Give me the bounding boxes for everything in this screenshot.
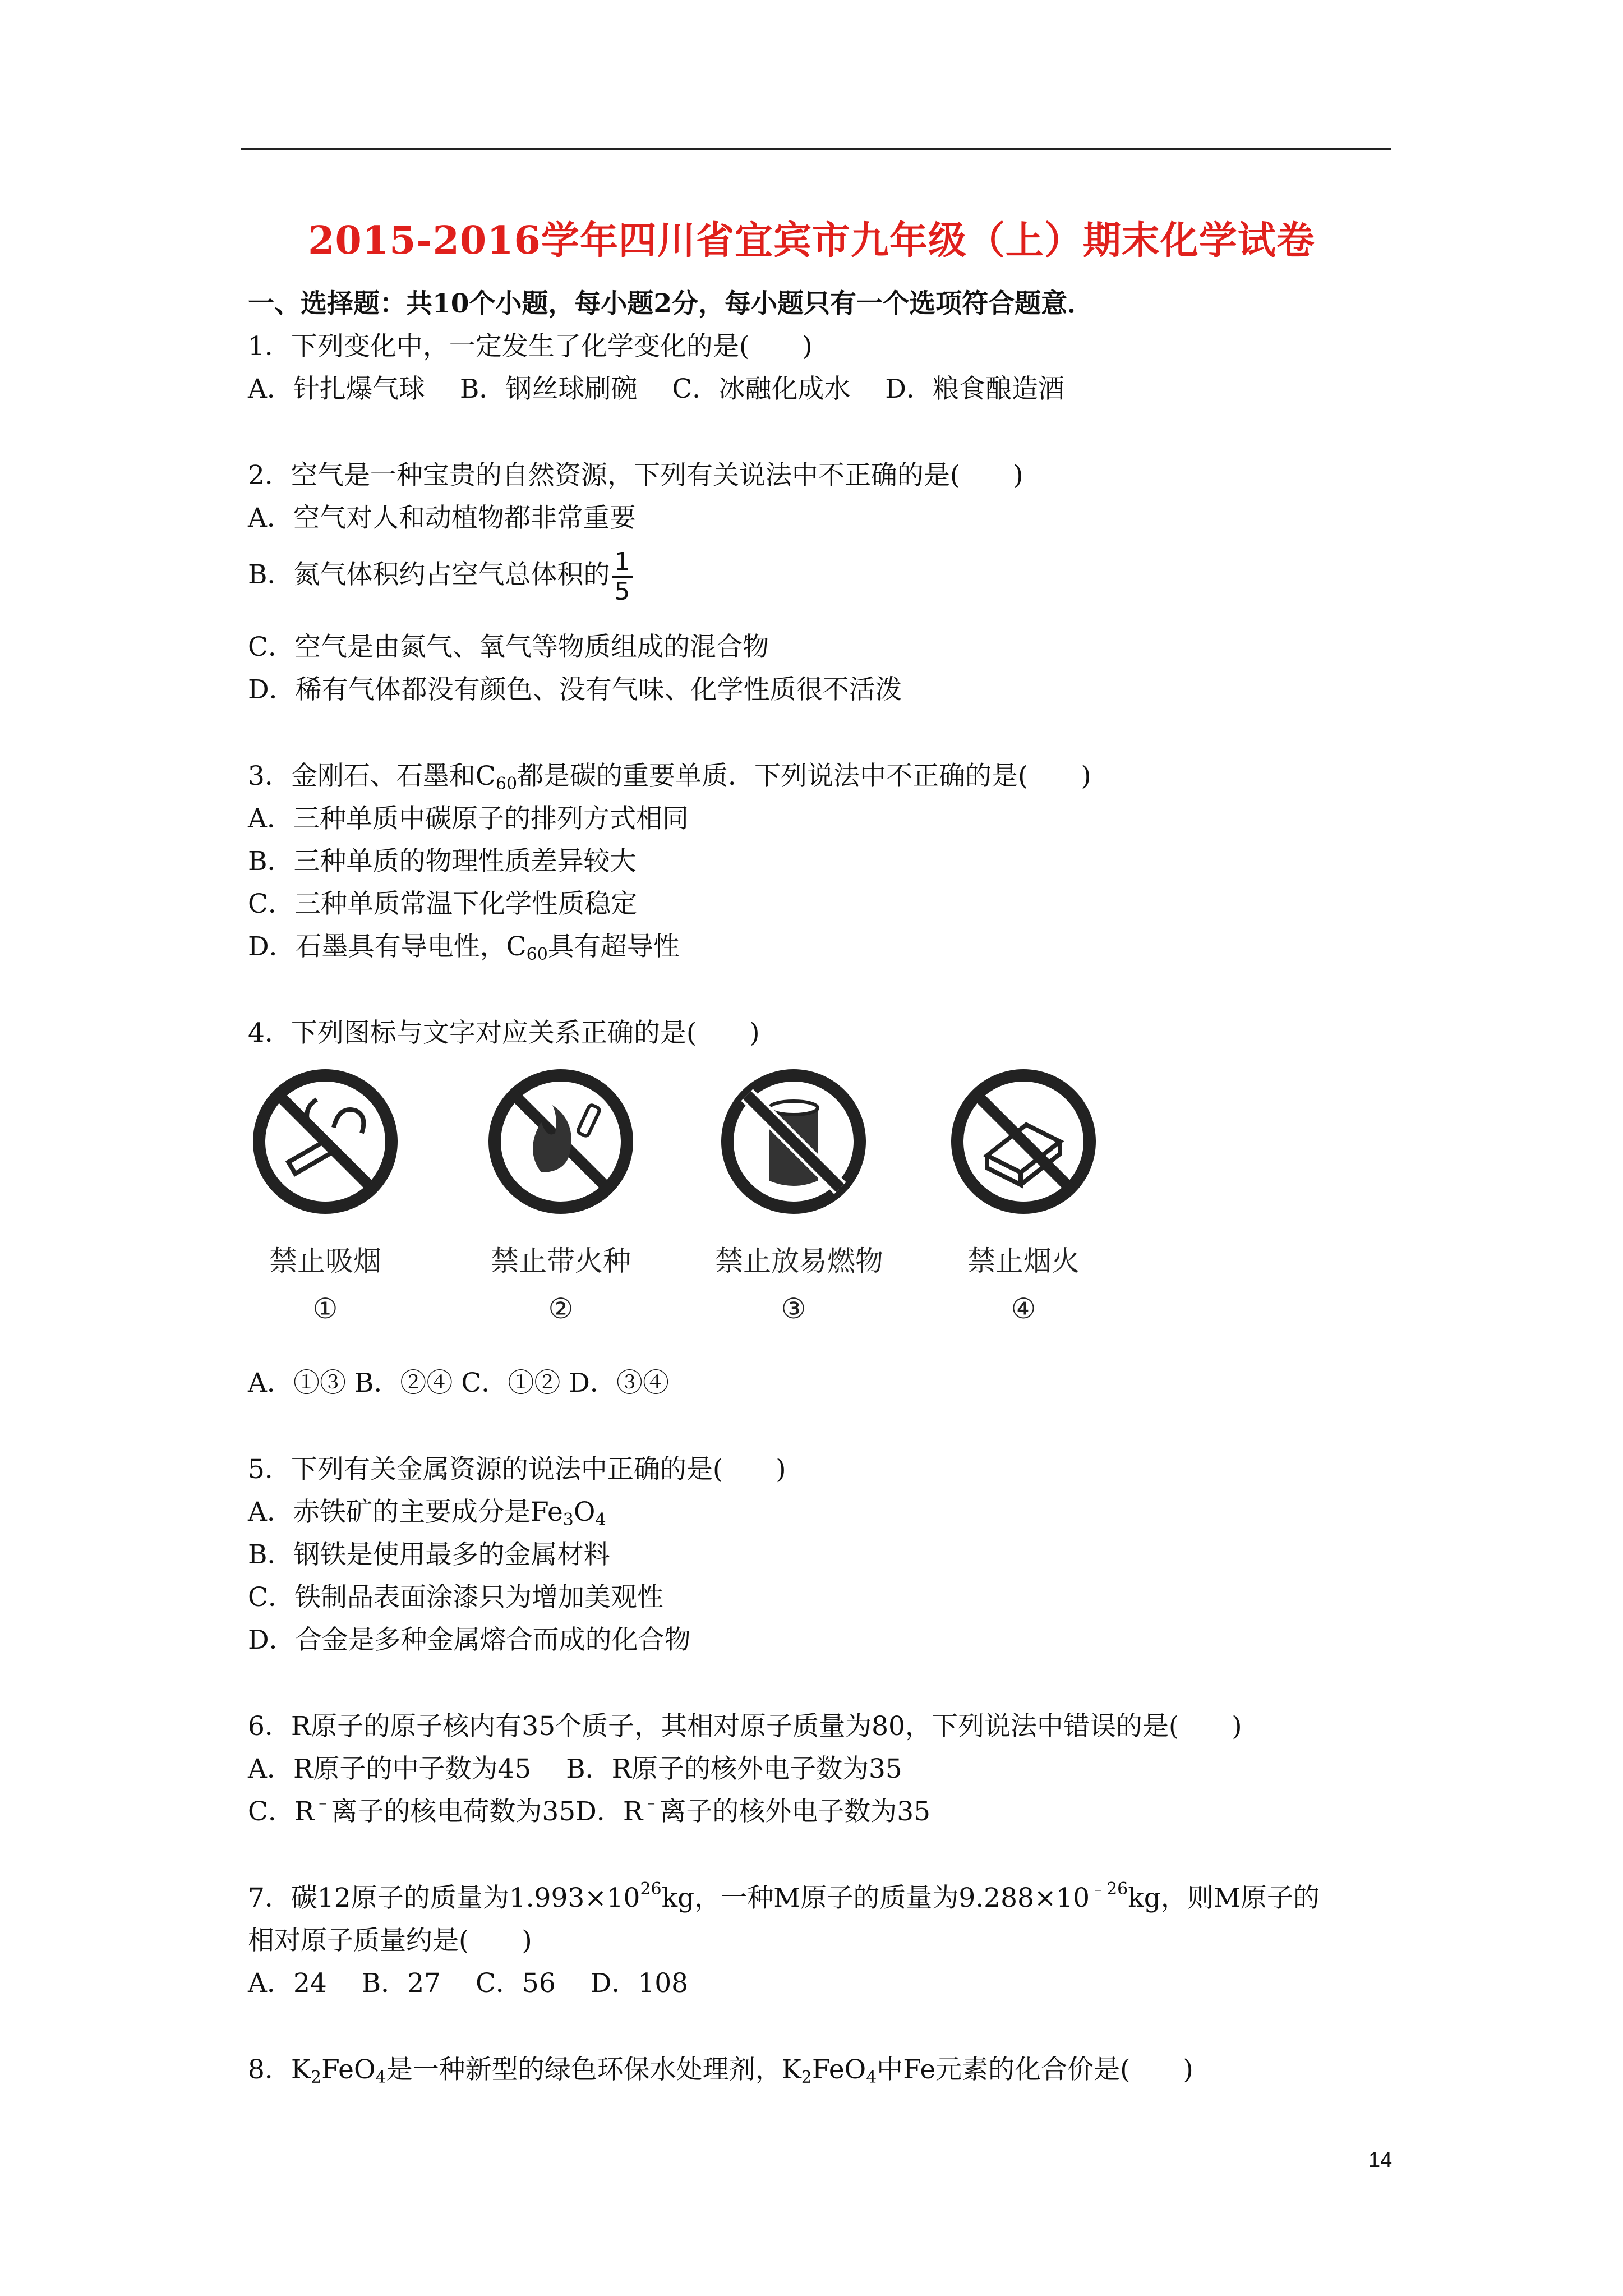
fraction-denominator: 5 xyxy=(614,577,630,606)
q3-stem-part: 3．金刚石、石墨和C xyxy=(248,761,496,792)
sign-label: 禁止带火种 xyxy=(491,1245,631,1277)
sign-number: ④ xyxy=(1011,1292,1036,1325)
page-title: 2015-2016学年四川省宜宾市九年级（上）期末化学试卷 xyxy=(308,218,1315,263)
sign-number: ② xyxy=(548,1292,574,1325)
sign-2 xyxy=(482,1066,639,1325)
no-fire-source-icon xyxy=(485,1066,637,1217)
q4-stem: 4．下列图标与文字对应关系正确的是( ) xyxy=(248,1018,760,1048)
q5-stem: 5．下列有关金属资源的说法中正确的是( ) xyxy=(248,1454,786,1485)
q1-options: A．针扎爆气球 B．钢丝球刷碗 C．冰融化成水 D．粮食酿造酒 xyxy=(248,374,1064,404)
fraction-numerator: 1 xyxy=(612,548,633,578)
subscript: 60 xyxy=(526,945,548,964)
q8-stem-part: 中Fe元素的化合价是( ) xyxy=(877,2054,1193,2085)
sign-number: ① xyxy=(312,1292,338,1325)
no-fireworks-icon xyxy=(948,1066,1099,1217)
subscript: 4 xyxy=(866,2068,877,2087)
q2-option-c: C．空气是由氮气、氧气等物质组成的混合物 xyxy=(248,632,769,662)
q3-option-a: A．三种单质中碳原子的排列方式相同 xyxy=(248,803,689,834)
q5-option-a-part: A．赤铁矿的主要成分是Fe xyxy=(248,1497,563,1527)
q5-option-a xyxy=(248,1496,606,1529)
q7-stem-part: kg，则M原子的 xyxy=(1128,1883,1320,1913)
subscript: 4 xyxy=(595,1510,606,1530)
safety-sign-row xyxy=(247,1066,1368,1346)
q5-option-a-part: O xyxy=(573,1497,596,1527)
q3-option-d-part: D．石墨具有导电性，C xyxy=(248,931,527,962)
q8-stem-part: FeO xyxy=(811,2054,866,2085)
q3-stem xyxy=(248,760,1091,793)
no-flammables-icon xyxy=(718,1066,869,1217)
subscript: 3 xyxy=(562,1510,574,1530)
sign-3 xyxy=(715,1066,883,1325)
q7-stem-part: kg，一种M原子的质量为9.288×10 xyxy=(661,1883,1090,1913)
subscript: 2 xyxy=(311,2068,322,2087)
q5-option-b: B．钢铁是使用最多的金属材料 xyxy=(248,1539,610,1570)
q1-stem: 1．下列变化中，一定发生了化学变化的是( ) xyxy=(248,331,813,362)
no-smoking-icon xyxy=(250,1066,401,1217)
q6-option-part: 离子的核电荷数为35D．R xyxy=(331,1796,643,1827)
sign-label: 禁止放易燃物 xyxy=(715,1245,883,1277)
section-heading: 一、选择题：共10个小题，每小题2分，每小题只有一个选项符合题意． xyxy=(248,288,1094,319)
q7-options: A．24 B．27 C．56 D．108 xyxy=(248,1968,689,1999)
q7-stem xyxy=(248,1881,1320,1915)
q6-option-part: C．R xyxy=(248,1796,315,1827)
q6-stem: 6．R原子的原子核内有35个质子，其相对原子质量为80，下列说法中错误的是( ) xyxy=(248,1711,1242,1742)
q3-stem-part: 都是碳的重要单质．下列说法中不正确的是( ) xyxy=(517,761,1091,792)
subscript: 60 xyxy=(495,774,518,794)
q2-option-b-text: B．氮气体积约占空气总体积的 xyxy=(248,559,610,590)
fraction xyxy=(612,548,633,606)
sign-number: ③ xyxy=(781,1292,806,1325)
q3-option-c: C．三种单质常温下化学性质稳定 xyxy=(248,889,637,919)
sign-label: 禁止烟火 xyxy=(967,1245,1080,1277)
q2-option-a: A．空气对人和动植物都非常重要 xyxy=(248,503,636,533)
q6-options-ab: A．R原子的中子数为45 B．R原子的核外电子数为35 xyxy=(248,1754,902,1784)
q7-stem-line2: 相对原子质量约是( ) xyxy=(248,1925,532,1956)
q8-stem xyxy=(248,2053,1193,2087)
q3-option-d xyxy=(248,930,680,964)
q6-options-cd xyxy=(248,1795,930,1829)
q8-stem-part: 8．K xyxy=(248,2054,311,2085)
q3-option-b: B．三种单质的物理性质差异较大 xyxy=(248,846,637,877)
superscript: ﹣26 xyxy=(1090,1879,1128,1899)
subscript: 4 xyxy=(375,2068,386,2087)
sign-label: 禁止吸烟 xyxy=(269,1245,381,1277)
q8-stem-part: FeO xyxy=(321,2054,376,2085)
q8-stem-part: 是一种新型的绿色环保水处理剂，K xyxy=(386,2054,801,2085)
q6-option-part: 离子的核外电子数为35 xyxy=(660,1796,931,1827)
superscript: ﹣ xyxy=(314,1793,331,1812)
q5-option-d: D．合金是多种金属熔合而成的化合物 xyxy=(248,1625,691,1655)
q4-options: A．①③ B．②④ C．①② D．③④ xyxy=(248,1368,669,1398)
sign-4 xyxy=(945,1066,1102,1325)
q7-stem-part: 7．碳12原子的质量为1.993×10 xyxy=(248,1883,640,1913)
q2-option-d: D．稀有气体都没有颜色、没有气味、化学性质很不活泼 xyxy=(248,674,902,705)
q3-option-d-part: 具有超导性 xyxy=(547,931,680,962)
q2-option-b xyxy=(248,544,633,606)
superscript: ﹣ xyxy=(643,1793,660,1812)
superscript: 26 xyxy=(640,1879,662,1899)
q5-option-c: C．铁制品表面涂漆只为增加美观性 xyxy=(248,1582,663,1613)
page-number: 14 xyxy=(1368,2148,1393,2172)
subscript: 2 xyxy=(801,2068,812,2087)
header-rule xyxy=(241,148,1391,150)
q2-stem: 2．空气是一种宝贵的自然资源，下列有关说法中不正确的是( ) xyxy=(248,460,1023,491)
sign-1 xyxy=(247,1066,404,1325)
